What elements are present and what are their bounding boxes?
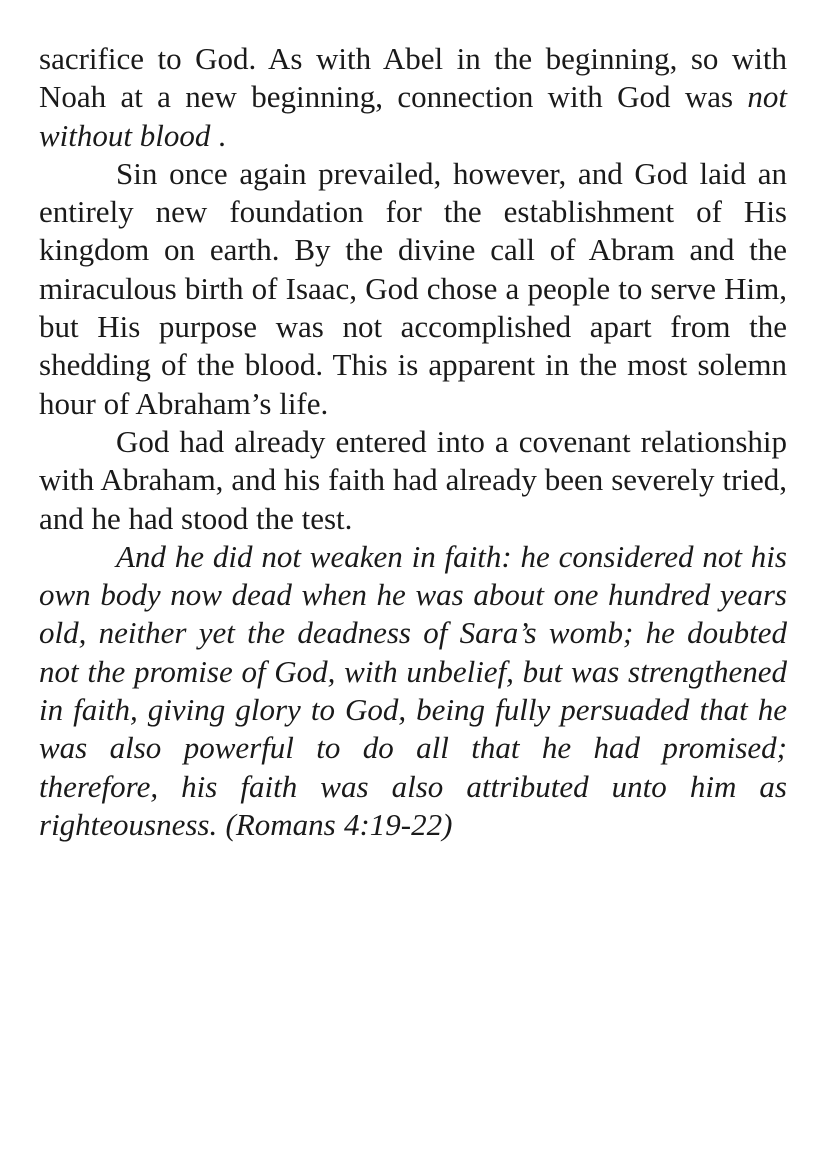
paragraph-sin-prevailed: Sin once again prevailed, however, and God laid an entirely new foundation for the establishment of His kingdom on earth. By the divine call of Abram and the miraculous birth of Isaac, God chose a people to serve Him, but His purpose was not accomplished apart from the shedding of the blood. This is apparent in the most solemn hour of Abraham’s life.	[39, 155, 787, 421]
document-page	[39, 40, 787, 844]
emphasis-text: not without blood	[39, 79, 787, 153]
scripture-quote-romans: And he did not weaken in faith: he considered not his own body now dead when he was about one hundred years old, neither yet the deadness of Sara’s womb; he doubted not the promise of God, with unbelief, but was strengthened in faith, giving glory to God, being fully persuaded that he was also powerful to do all that he had promised; therefore, his faith was also attributed unto him as righteousness. (Romans 4:19-22)	[39, 538, 787, 842]
paragraph-noah-sacrifice	[39, 40, 787, 155]
paragraph-text: sacrifice to God. As with Abel in the beginning, so with Noah at a new beginning, connection with God was	[39, 41, 787, 115]
paragraph-covenant: God had already entered into a covenant relationship with Abraham, and his faith had already been severely tried, and he had stood the test.	[39, 423, 787, 536]
paragraph-text-end: .	[210, 117, 226, 153]
